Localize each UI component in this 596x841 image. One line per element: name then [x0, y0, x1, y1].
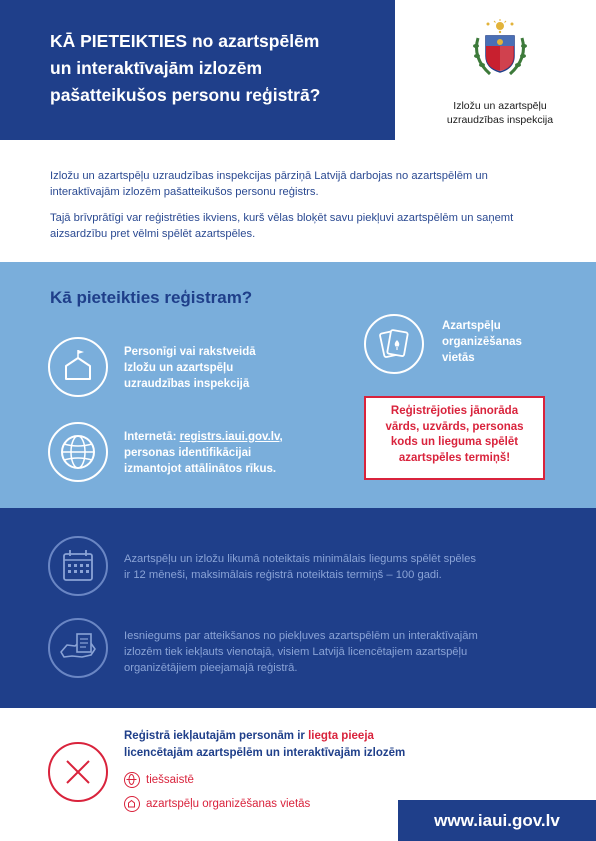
heading-line-2: licencētajām azartspēlēm un interaktīvajām izlozēm	[124, 747, 406, 759]
intro-paragraph-2: Tajā brīvprātīgi var reģistrēties ikviens, kurš vēlas bloķēt savu piekļuvi azartspēlēm un saņemt aizsardzību pret vēlmi spēlēt azartspēles.	[50, 212, 514, 240]
prohibited-icon	[48, 742, 108, 802]
in-person-line-2: Izložu un azartspēļu	[124, 362, 234, 374]
map-document-icon	[48, 618, 108, 678]
warning-line-1: Reģistrējoties jānorāda	[390, 405, 519, 417]
online-line-3: izmantojot attālinātos rīkus.	[124, 463, 277, 475]
building-icon	[124, 796, 140, 812]
building-icon	[48, 337, 108, 397]
venue-line-2: organizēšanas	[442, 336, 522, 348]
term-line-1: Azartspēļu un izložu likumā noteiktais minimālais liegums spēlēt spēles	[124, 553, 476, 565]
in-person-line-3: uzraudzības inspekcijā	[124, 378, 250, 390]
title-box	[0, 0, 395, 140]
org-name	[415, 99, 585, 127]
registry-line-2: izlozēm tiek iekļauts vienotajā, visiem Latvijā licencētajiem azartspēļu	[124, 646, 468, 658]
page-title	[50, 28, 375, 109]
online-line-2: personas identifikācijai	[124, 447, 252, 459]
registry-line-1: Iesniegums par atteikšanos no piekļuves azartspēlēm un interaktīvajām	[124, 630, 478, 642]
venue-text	[442, 318, 562, 366]
term-line-2: ir 12 mēneši, maksimālais reģistrā noteiktais termiņš – 100 gadi.	[124, 569, 442, 581]
calendar-icon	[48, 536, 108, 596]
warning-line-3: kods un lieguma spēlēt	[390, 436, 519, 448]
org-logo	[415, 18, 585, 128]
playing-cards-icon	[364, 314, 424, 374]
org-name-line-1: Izložu un azartspēļu	[453, 100, 547, 112]
in-person-line-1: Personīgi vai rakstveidā	[124, 346, 256, 358]
title-line-3: pašatteikušos personu reģistrā?	[50, 85, 321, 105]
bullet-venues-label: azartspēļu organizēšanas vietās	[146, 798, 311, 810]
info-section	[0, 508, 596, 708]
howto-section	[0, 262, 596, 508]
term-text	[124, 551, 564, 583]
bullet-venues	[124, 796, 310, 812]
registry-line-3: organizētājiem pieejamajā reģistrā.	[124, 662, 298, 674]
heading-part-1: Reģistrā iekļautajām personām ir	[124, 730, 309, 742]
org-name-line-2: uzraudzības inspekcija	[446, 114, 554, 126]
registry-link[interactable]: registrs.iaui.gov.lv	[179, 431, 280, 443]
header	[0, 0, 596, 140]
globe-icon	[48, 422, 108, 482]
online-suffix: ,	[279, 431, 283, 443]
in-person-text	[124, 344, 344, 392]
bullet-online	[124, 772, 194, 788]
venue-line-3: vietās	[442, 352, 475, 364]
title-line-2: un interaktīvajām izlozēm	[50, 58, 263, 78]
online-prefix: Internetā:	[124, 431, 180, 443]
access-denied-heading	[124, 728, 484, 762]
title-line-1: KĀ PIETEIKTIES no azartspēlēm	[50, 31, 320, 51]
howto-heading: Kā pieteikties reģistram?	[50, 288, 253, 307]
registry-text	[124, 628, 564, 676]
latvia-coat-of-arms-icon	[468, 18, 532, 80]
registration-requirements-box	[364, 396, 545, 480]
warning-line-4: azartspēles termiņš!	[398, 451, 511, 464]
bullet-online-label: tiešsaistē	[146, 774, 194, 786]
globe-icon	[124, 772, 140, 788]
intro-paragraph-1: Izložu un azartspēļu uzraudzības inspekcijas pārziņā Latvijā darbojas no azartspēlēm un interaktīvajām izlozēm pašatteikušos personu reģistrs.	[50, 170, 488, 198]
online-text	[124, 429, 349, 477]
website-link[interactable]: www.iaui.gov.lv	[398, 800, 596, 841]
heading-red: liegta pieeja	[308, 730, 374, 742]
warning-line-2: vārds, uzvārds, personas	[385, 420, 524, 433]
venue-line-1: Azartspēļu	[442, 320, 501, 332]
bottom-section	[0, 708, 596, 841]
intro-section	[0, 140, 596, 262]
